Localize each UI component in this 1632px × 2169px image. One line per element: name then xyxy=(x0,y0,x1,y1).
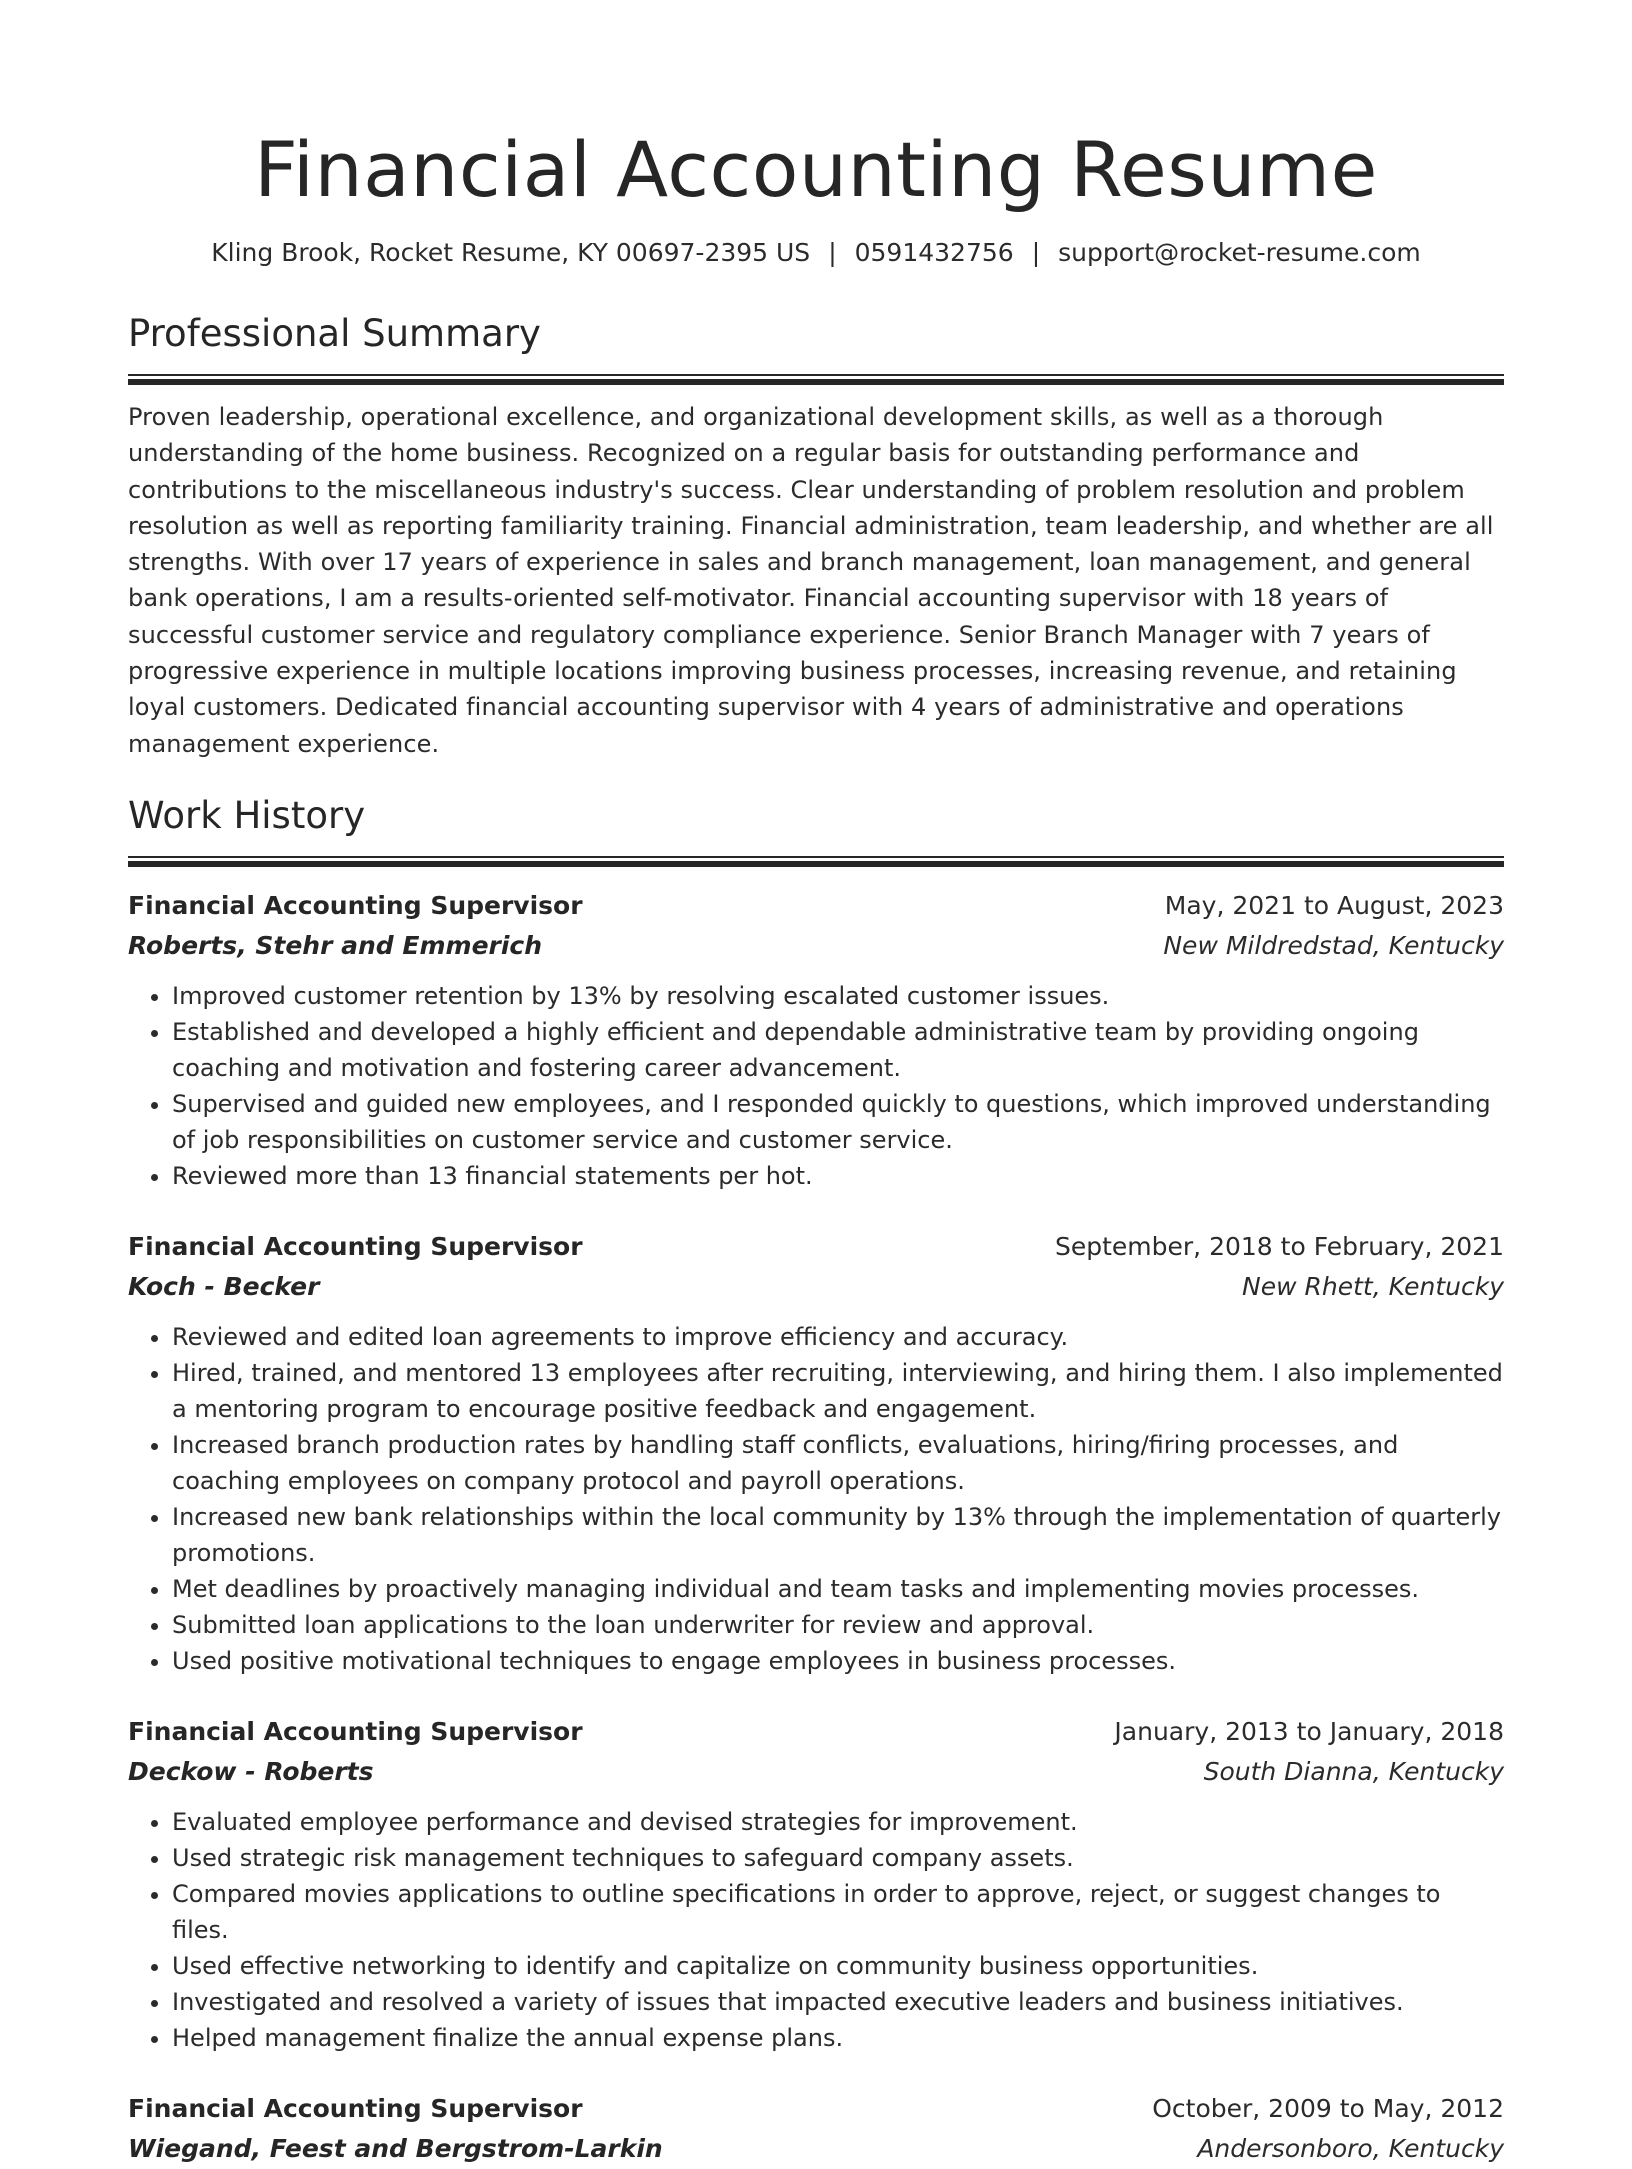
job-title: Financial Accounting Supervisor xyxy=(128,890,583,920)
job-location: New Rhett, Kentucky xyxy=(1242,1271,1504,1301)
resume-name: Financial Accounting Resume xyxy=(254,125,1378,214)
bullet-item: • Submitted loan applications to the loan underwriter for review and approval. xyxy=(172,1607,1504,1643)
job-title: Financial Accounting Supervisor xyxy=(128,1716,583,1746)
contact-line xyxy=(128,236,1504,270)
job-company: Koch - Becker xyxy=(128,1271,320,1301)
job-bullets xyxy=(128,1804,1504,2056)
bullet-item: • Used effective networking to identify and capitalize on community business opportunities. xyxy=(172,1948,1504,1984)
job-company: Wiegand, Feest and Bergstrom-Larkin xyxy=(128,2133,663,2163)
summary-text: Proven leadership, operational excellence, and organizational development skills, as well as a thorough understanding of the home business. Recognized on a regular basis for outstanding performance and contributions to the miscellaneous industry's success. Clear understanding of problem resolution and problem resolution as well as reporting familiarity training. Financial administration, team leadership, and whether are all strengths. With over 17 years of experience in sales and branch management, loan management, and general bank operations, I am a results-oriented self-motivator. Financial accounting supervisor with 18 years of successful customer service and regulatory compliance experience. Senior Branch Manager with 7 years of progressive experience in multiple locations improving business processes, increasing revenue, and retaining loyal customers. Dedicated financial accounting supervisor with 4 years of administrative and operations management experience. xyxy=(128,403,1494,758)
job-entry xyxy=(128,1712,1504,2056)
bullet-item: • Hired, trained, and mentored 13 employees after recruiting, interviewing, and hiring them. I also implemented a mentoring program to encourage positive feedback and engagement. xyxy=(172,1355,1504,1427)
job-title: Financial Accounting Supervisor xyxy=(128,2093,583,2123)
job-title: Financial Accounting Supervisor xyxy=(128,1231,583,1261)
section-divider xyxy=(128,374,1504,385)
job-company-row xyxy=(128,2129,1504,2169)
job-company-row xyxy=(128,1752,1504,1792)
job-dates: May, 2021 to August, 2023 xyxy=(1164,890,1504,920)
work-history-heading: Work History xyxy=(128,793,366,837)
job-location: New Mildredstad, Kentucky xyxy=(1163,930,1504,960)
bullet-item: • Reviewed more than 13 financial statements per hot. xyxy=(172,1158,1504,1194)
bullet-item: • Supervised and guided new employees, and I responded quickly to questions, which improved understanding of job responsibilities on customer service and customer service. xyxy=(172,1086,1504,1158)
bullet-item: • Compared movies applications to outline specifications in order to approve, reject, or suggest changes to files. xyxy=(172,1876,1504,1948)
bullet-item: • Helped management finalize the annual expense plans. xyxy=(172,2020,1504,2056)
job-dates: September, 2018 to February, 2021 xyxy=(1055,1231,1504,1261)
bullet-item: • Evaluated employee performance and devised strategies for improvement. xyxy=(172,1804,1504,1840)
section-divider xyxy=(128,856,1504,867)
bullet-item: • Increased branch production rates by handling staff conflicts, evaluations, hiring/firing processes, and coaching employees on company protocol and payroll operations. xyxy=(172,1427,1504,1499)
job-entry xyxy=(128,1227,1504,1679)
bullet-item: • Reviewed and edited loan agreements to improve efficiency and accuracy. xyxy=(172,1319,1504,1355)
job-entry xyxy=(128,886,1504,1194)
job-location: South Dianna, Kentucky xyxy=(1203,1756,1504,1786)
job-dates: January, 2013 to January, 2018 xyxy=(1114,1716,1504,1746)
job-dates: October, 2009 to May, 2012 xyxy=(1152,2093,1504,2123)
contact-phone: 0591432756 xyxy=(854,238,1014,267)
bullet-item: • Met deadlines by proactively managing individual and team tasks and implementing movies processes. xyxy=(172,1571,1504,1607)
bullet-item: • Established and developed a highly efficient and dependable administrative team by providing ongoing coaching and motivation and fostering career advancement. xyxy=(172,1014,1504,1086)
bullet-item: • Improved customer retention by 13% by resolving escalated customer issues. xyxy=(172,978,1504,1014)
contact-email: support@rocket-resume.com xyxy=(1058,238,1421,267)
bullet-item: • Increased new bank relationships within the local community by 13% through the implementation of quarterly promotions. xyxy=(172,1499,1504,1571)
job-location: Andersonboro, Kentucky xyxy=(1197,2133,1504,2163)
summary-heading: Professional Summary xyxy=(128,312,541,355)
job-company-row xyxy=(128,1267,1504,1307)
job-bullets xyxy=(128,978,1504,1194)
job-header-row xyxy=(128,1712,1504,1752)
job-header-row xyxy=(128,1227,1504,1267)
job-company-row xyxy=(128,926,1504,966)
job-entry xyxy=(128,2089,1504,2169)
contact-separator: | xyxy=(828,238,837,267)
job-header-row xyxy=(128,886,1504,926)
job-company: Roberts, Stehr and Emmerich xyxy=(128,930,543,960)
bullet-item: • Used strategic risk management techniques to safeguard company assets. xyxy=(172,1840,1504,1876)
resume-page xyxy=(128,0,1504,2169)
bullet-item: • Used positive motivational techniques to engage employees in business processes. xyxy=(172,1643,1504,1679)
bullet-item: • Investigated and resolved a variety of issues that impacted executive leaders and business initiatives. xyxy=(172,1984,1504,2020)
contact-separator: | xyxy=(1031,238,1041,267)
contact-address: Kling Brook, Rocket Resume, KY 00697-2395 US xyxy=(211,238,811,267)
job-bullets xyxy=(128,1319,1504,1679)
job-company: Deckow - Roberts xyxy=(128,1756,374,1786)
job-header-row xyxy=(128,2089,1504,2129)
